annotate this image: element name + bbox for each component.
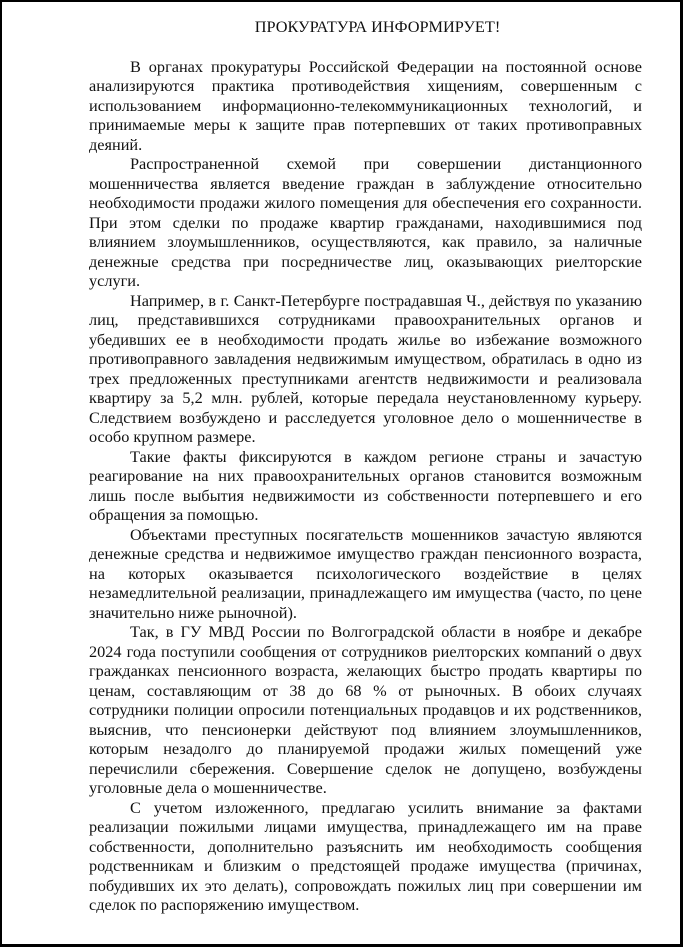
document-page [89, 0, 642, 915]
paragraph-1: В органах прокуратуры Российской Федерации на постоянной основе анализируются практика противодействия хищениям, совершенным с использованием информационно-телекоммуникационных технологий, и принимаемые меры к защите прав потерпевших от таких противоправных деяний. [89, 56, 642, 154]
paragraph-6: Так, в ГУ МВД России по Волгоградской области в ноябре и декабре 2024 года поступили сообщения от сотрудников риелторских компаний о двух гражданках пенсионного возраста, желающих быстро продать квартиры по ценам, составляющим от 38 до 68 % от рыночных. В обоих случаях сотрудники полиции опросили потенциальных продавцов и их родственников, выяснив, что пенсионерки действуют под влиянием злоумышленников, которым незадолго до планируемой продажи жилых помещений уже перечислили сбережения. Совершение сделок не допущено, возбуждены уголовные дела о мошенничестве. [89, 622, 642, 797]
paragraph-7: С учетом изложенного, предлагаю усилить внимание за фактами реализации пожилыми лицами имущества, принадлежащего им на праве собственности, дополнительно разъяснить им необходимость сообщения родственникам и близким о предстоящей продаже имущества (причинах, побудивших их это делать), сопровождать пожилых лиц при совершении им сделок по распоряжению имуществом. [89, 797, 642, 914]
document-title: ПРОКУРАТУРА ИНФОРМИРУЕТ! [254, 17, 501, 36]
paragraph-3: Например, в г. Санкт-Петербурге пострадавшая Ч., действуя по указанию лиц, представившихся сотрудниками правоохранительных органов и убедивших ее в необходимости продать жилье во избежание возможного противоправного завладения недвижимым имуществом, обратилась в одно из трех предложенных преступниками агентств недвижимости и реализовала квартиру за 5,2 млн. рублей, которые передала неустановленному курьеру. Следствием возбуждено и расследуется уголовное дело о мошенничестве в особо крупном размере. [89, 290, 642, 446]
paragraph-2: Распространенной схемой при совершении дистанционного мошенничества является введение граждан в заблуждение относительно необходимости продажи жилого помещения для обеспечения его сохранности. При этом сделки по продаже квартир гражданами, находившимися под влиянием злоумышленников, осуществляются, как правило, за наличные денежные средства при посредничестве лиц, оказывающих риелторские услуги. [89, 154, 642, 290]
paragraph-4: Такие факты фиксируются в каждом регионе страны и зачастую реагирование на них правоохранительных органов становится возможным лишь после выбытия недвижимости из собственности потерпевшего и его обращения за помощью. [89, 446, 642, 524]
paragraph-5: Объектами преступных посягательств мошенников зачастую являются денежные средства и недвижимое имущество граждан пенсионного возраста, на которых оказывается психологического воздействие в целях незамедлительной реализации, принадлежащего им имущества (часто, по цене значительно ниже рыночной). [89, 524, 642, 622]
